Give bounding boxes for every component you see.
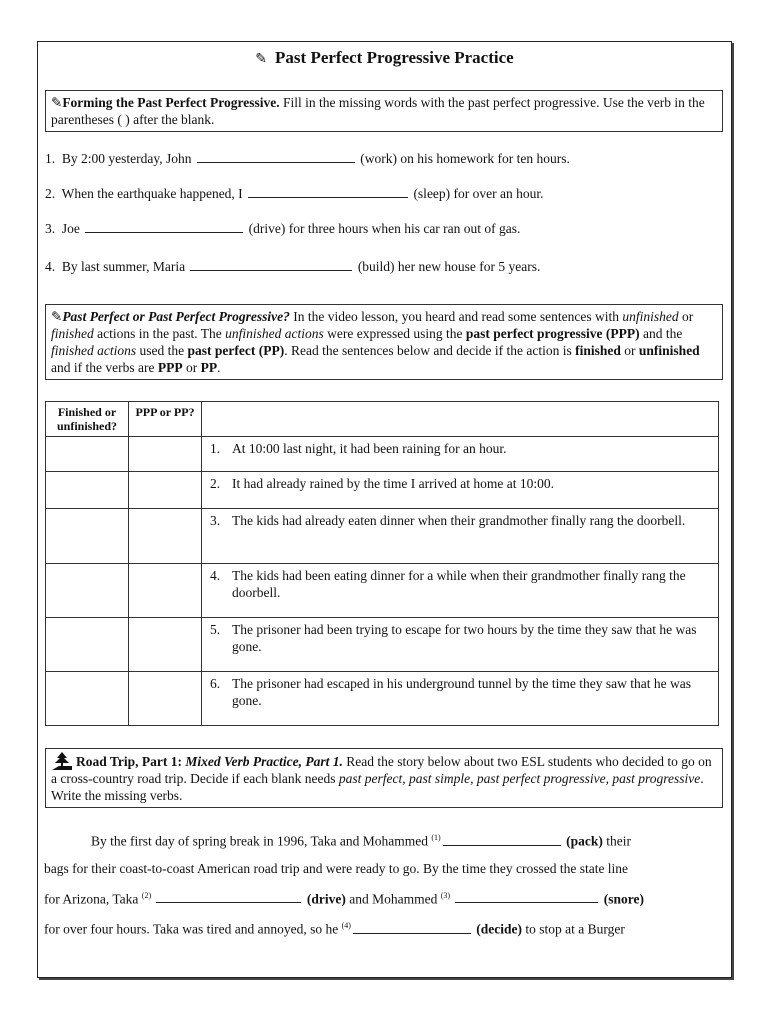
finished-cell[interactable] — [46, 564, 129, 618]
ppp-cell[interactable] — [129, 472, 202, 509]
answer-blank[interactable] — [156, 890, 301, 903]
answer-blank[interactable] — [85, 220, 243, 233]
worksheet-frame — [37, 41, 732, 978]
finished-ppp-table — [45, 401, 719, 726]
col-header-ppp: PPP or PP? — [129, 402, 202, 437]
col-header-finished: Finished or unfinished? — [46, 402, 129, 437]
question-4: 4. By last summer, Maria (build) her new house for 5 years. — [45, 259, 541, 274]
ppp-cell[interactable] — [129, 564, 202, 618]
road-sign-icon — [51, 752, 73, 770]
pencil-icon: ✎ — [51, 95, 63, 110]
question-3: 3. Joe (drive) for three hours when his car ran out of gas. — [45, 221, 521, 236]
ppp-cell[interactable] — [129, 509, 202, 564]
ppp-cell[interactable] — [129, 672, 202, 726]
table-row: 3. The kids had already eaten dinner when their grandmother finally rang the doorbell. — [46, 509, 719, 564]
section2-instructions: ✎Past Perfect or Past Perfect Progressive? In the video lesson, you heard and read some sentences with unfinished or finished actions in the past. The unfinished actions were expressed using the past perfect progressive (PPP) and the finished actions used the past perfect (PP). Read the sentences below and decide if the action is finished or unfinished and if the verbs are PPP or PP. — [45, 304, 723, 380]
ppp-cell[interactable] — [129, 618, 202, 672]
finished-cell[interactable] — [46, 509, 129, 564]
question-2: 2. When the earthquake happened, I (sleep) for over an hour. — [45, 186, 544, 201]
ppp-cell[interactable] — [129, 437, 202, 472]
pencil-icon: ✎ — [255, 52, 268, 67]
table-row: 4. The kids had been eating dinner for a while when their grandmother finally rang the doorbell. — [46, 564, 719, 618]
answer-blank[interactable] — [443, 833, 561, 846]
story-text: By the first day of spring break in 1996, Taka and Mohammed $^{(1)}$ (pack) their bags for their coast-to-coast American road trip and were ready to go. By the time they crossed the state line for Arizona, Taka $^{(2)}$ (drive) and Mohammed $^{(3)}$ (snore) for over four hours. Taka was tired and annoyed, so he $^{(4)}$ (decide) to stop at a Burger — [44, 833, 645, 937]
table-row: 1. At 10:00 last night, it had been raining for an hour. — [46, 437, 719, 472]
question-1: 1. By 2:00 yesterday, John (work) on his homework for ten hours. — [45, 151, 570, 166]
finished-cell[interactable] — [46, 618, 129, 672]
answer-blank[interactable] — [353, 921, 471, 934]
page-title: ✎ Past Perfect Progressive Practice — [255, 48, 514, 67]
finished-cell[interactable] — [46, 437, 129, 472]
answer-blank[interactable] — [248, 185, 408, 198]
answer-blank[interactable] — [197, 150, 355, 163]
answer-blank[interactable] — [190, 258, 352, 271]
table-row: 2. It had already rained by the time I arrived at home at 10:00. — [46, 472, 719, 509]
section1-text: Fill in the missing words with the past perfect progressive. Use the verb in the parentheses ( ) after the blank. — [51, 95, 705, 127]
section1-lead: Forming the Past Perfect Progressive. — [62, 95, 280, 110]
section1-instructions — [45, 90, 723, 132]
section3-instructions: Road Trip, Part 1: Mixed Verb Practice, Part 1. Read the story below about two ESL students who decided to go on a cross-country road trip. Decide if each blank needs past perfect, past simple, past perfect progressive, past progressive. Write the missing verbs. — [45, 748, 723, 808]
table-row: 5. The prisoner had been trying to escape for two hours by the time they saw that he was gone. — [46, 618, 719, 672]
pencil-icon: ✎ — [51, 309, 63, 324]
table-row: 6. The prisoner had escaped in his underground tunnel by the time they saw that he was gone. — [46, 672, 719, 726]
col-header-sentence — [202, 402, 719, 437]
finished-cell[interactable] — [46, 472, 129, 509]
finished-cell[interactable] — [46, 672, 129, 726]
answer-blank[interactable] — [455, 890, 598, 903]
